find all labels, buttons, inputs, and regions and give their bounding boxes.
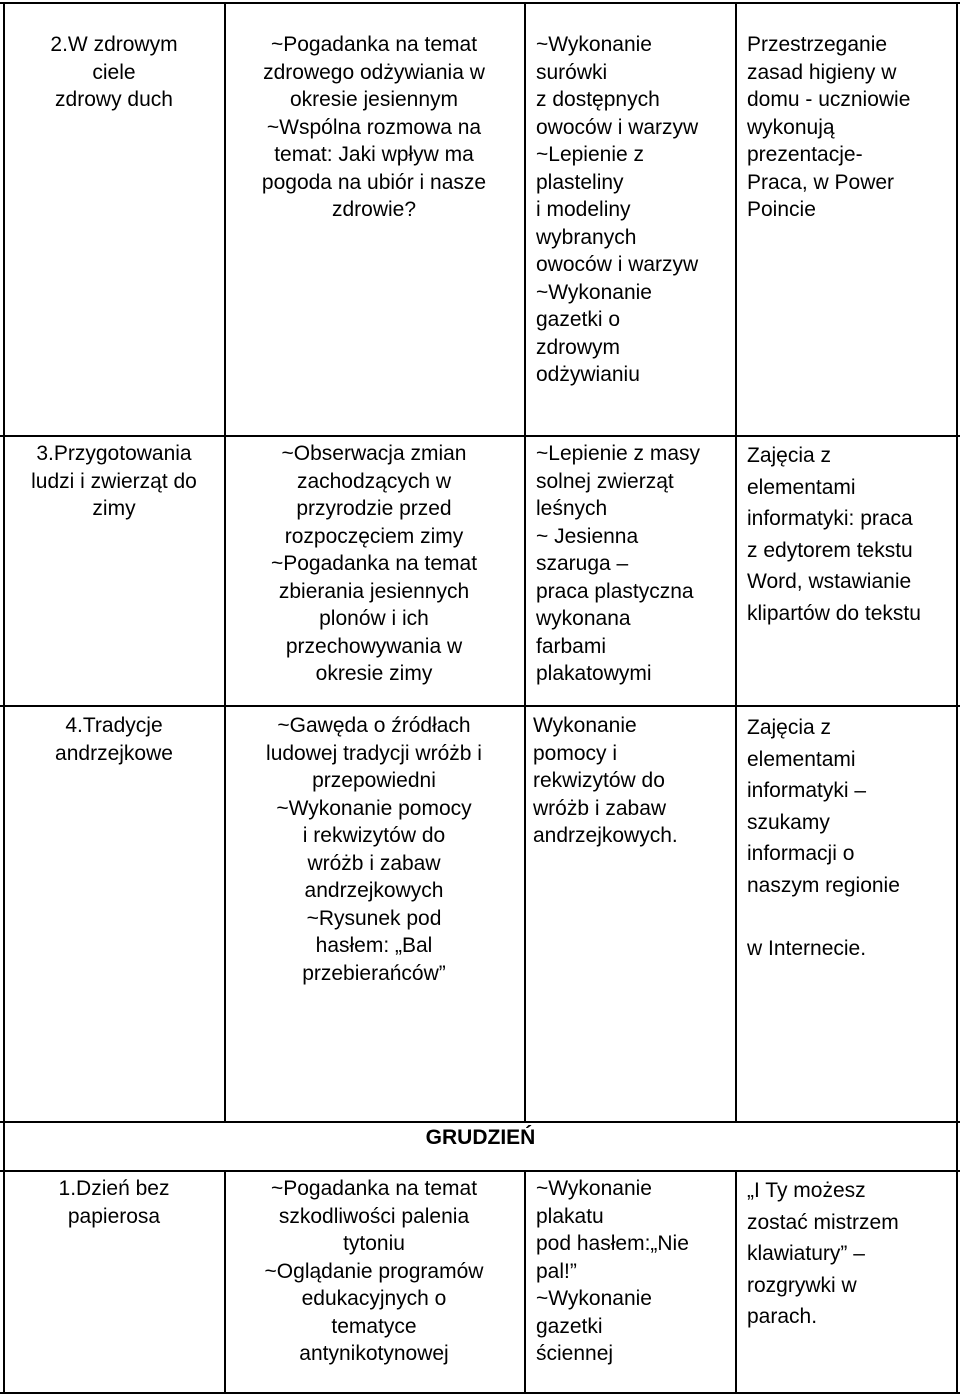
grid-line — [0, 2, 960, 4]
grid-line — [524, 2, 526, 1123]
talk-cell: ~Obserwacja zmian zachodzących w przyrodzie przed rozpoczęciem zimy ~Pogadanka na temat zbierania jesiennych plonów i ich przechowywania w okresie zimy — [270, 442, 478, 685]
topic-cell: 2.W zdrowym ciele zdrowy duch — [50, 33, 178, 111]
grid-line — [224, 2, 226, 1123]
activity-cell: ~Wykonanie plakatu pod hasłem:„Nie pal!” ~Wykonanie gazetki ściennej — [536, 1177, 689, 1365]
extra-cell: „I Ty możesz zostać mistrzem klawiatury” – rozgrywki w parach. — [747, 1179, 899, 1329]
grid-line — [0, 1392, 960, 1394]
activity-cell: Wykonanie pomocy i rekwizytów do wróżb i zabaw andrzejkowych. — [533, 714, 678, 847]
extra-cell: Przestrzeganie zasad higieny w domu - uczniowie wykonują prezentacje- Praca, w Power Poincie — [747, 33, 911, 221]
talk-cell: ~Gawęda o źródłach ludowej tradycji wróżb i przepowiedni ~Wykonanie pomocy i rekwizytów do wróżb i zabaw andrzejkowych ~Rysunek pod hasłem: „Bal przebierańców” — [266, 714, 482, 985]
grid-line — [524, 1170, 526, 1394]
activity-cell: ~Wykonanie surówki z dostępnych owoców i warzyw ~Lepienie z plasteliny i modeliny wybranych owoców i warzyw ~Wykonanie gazetki o zdrowym odżywianiu — [536, 33, 699, 386]
grid-line — [0, 1170, 960, 1172]
extra-cell: Zajęcia z elementami informatyki: praca z edytorem tekstu Word, wstawianie klipartów do tekstu — [747, 444, 921, 625]
extra-cell: Zajęcia z elementami informatyki – szukamy informacji o naszym regionie w Internecie. — [747, 716, 900, 961]
grid-line — [224, 1170, 226, 1394]
month-heading: GRUDZIEŃ — [425, 1126, 536, 1149]
talk-cell: ~Pogadanka na temat zdrowego odżywiania w okresie jesiennym ~Wspólna rozmowa na temat: Jaki wpływ ma pogoda na ubiór i nasze zdrowie? — [261, 33, 487, 221]
grid-line — [735, 1170, 737, 1394]
topic-cell: 1.Dzień bez papierosa — [58, 1177, 170, 1228]
topic-cell: 3.Przygotowania ludzi i zwierząt do zimy — [31, 442, 197, 520]
grid-line — [956, 2, 958, 1394]
talk-cell: ~Pogadanka na temat szkodliwości palenia tytoniu ~Oglądanie programów edukacyjnych o tematyce antynikotynowej — [264, 1177, 484, 1365]
grid-line — [0, 1121, 960, 1123]
grid-line — [0, 435, 960, 437]
grid-line — [0, 705, 960, 707]
activity-cell: ~Lepienie z masy solnej zwierząt leśnych ~ Jesienna szaruga – praca plastyczna wykonana farbami plakatowymi — [536, 442, 701, 685]
grid-line — [735, 2, 737, 1123]
topic-cell: 4.Tradycje andrzejkowe — [55, 714, 173, 765]
grid-line — [3, 2, 5, 1394]
